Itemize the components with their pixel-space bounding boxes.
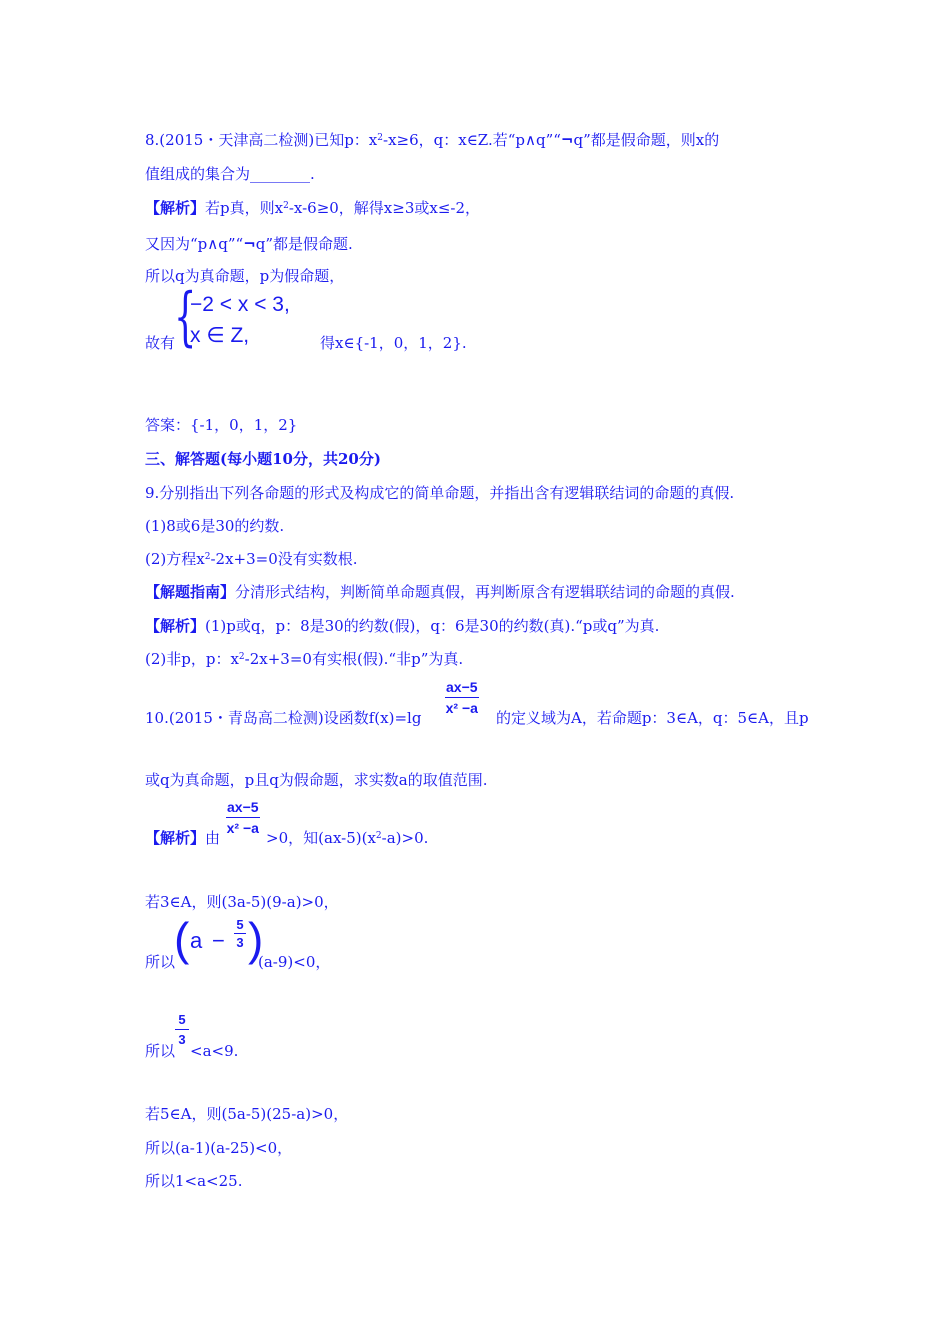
q8-line1 (145, 130, 719, 150)
section-title: 三、解答题(每小题10分，共20分) (145, 450, 381, 468)
left-paren: ( (174, 913, 190, 965)
superscript: 2 (283, 201, 289, 211)
q8-line1-part-b: -x≥6，q：x∈Z.若“p∧q”“ (383, 131, 561, 149)
minus-sign: − (212, 928, 225, 953)
q10-case3-line2-tail: (a-9)<0， (258, 953, 331, 971)
q8-solution-line2 (145, 234, 353, 254)
q10-case3-line1: 若3∈A，则(3a-5)(9-a)>0， (145, 893, 339, 911)
q10-sol-fraction (226, 799, 260, 836)
q10-case5-line2: 所以(a-1)(a-25)<0， (145, 1139, 293, 1157)
q10-sol-tail: >0，知(ax-5)(x (266, 829, 376, 847)
system-row-2: x ∈ Z, (190, 324, 250, 347)
superscript: 2 (204, 552, 211, 562)
q8-line1-part-a: 8.(2015・天津高二检测)已知p：x (145, 131, 378, 149)
q8-solution-line1 (145, 198, 480, 218)
q10-stem-line2: 或q为真命题，p且q为假命题，求实数a的取值范围. (145, 771, 488, 789)
q10-sol-tail2: -a)>0. (381, 829, 429, 847)
superscript: 2 (238, 652, 245, 662)
superscript: 2 (377, 133, 383, 143)
guide-text: 分清形式结构，判断简单命题真假，再判断原含有逻辑联结词的命题的真假. (235, 583, 735, 601)
q9-item1: (1)8或6是30的约数. (145, 517, 285, 535)
inequality-system (174, 280, 344, 354)
q9-solution-line1 (145, 616, 659, 636)
fraction-numerator: 5 (234, 917, 246, 934)
q10-stem-right: 的定义域为A，若命题p：3∈A，q：5∈A，且p (496, 709, 809, 727)
not-symbol: ¬ (243, 235, 256, 253)
paren-expression (174, 914, 264, 972)
q10-stem-left: 10.(2015・青岛高二检测)设函数f(x)=lg (145, 709, 422, 727)
superscript: 2 (375, 831, 382, 841)
fraction-numerator: 5 (175, 1012, 189, 1030)
q9-sol2-a: (2)非p，p：x (145, 650, 239, 668)
guide-label: 【解题指南】 (145, 583, 236, 601)
q8-system-prefix: 故有 (145, 334, 176, 352)
variable-a: a (190, 928, 203, 953)
system-row-1: −2 < x < 3, (190, 293, 290, 316)
q8-solution-line3: 所以q为真命题，p为假命题， (145, 267, 345, 285)
q8-system-result: 得x∈{-1，0，1，2}. (320, 334, 467, 352)
q8-sol1-b: -x-6≥0，解得x≥3或x≤-2， (288, 199, 481, 217)
q10-case5-line3: 所以1<a<25. (145, 1172, 243, 1190)
q8-sol2-a: 又因为“p∧q”“ (145, 235, 244, 253)
q10-case3-line2-prefix: 所以 (145, 953, 176, 971)
q9-sol1: (1)p或q，p：8是30的约数(假)，q：6是30的约数(真).“p或q”为真. (205, 617, 660, 635)
q8-line1-part-c: q”都是假命题，则x的 (573, 131, 720, 149)
q10-fraction (445, 679, 479, 716)
solution-label: 【解析】 (145, 199, 206, 217)
q9-stem: 9.分别指出下列各命题的形式及构成它的简单命题，并指出含有逻辑联结词的命题的真假. (145, 484, 735, 502)
solution-label: 【解析】 (145, 617, 206, 635)
q8-line2: 值组成的集合为________. (145, 165, 315, 183)
q10-case3-fraction (175, 1012, 189, 1047)
q9-item2-b: -2x+3=0没有实数根. (210, 550, 358, 568)
fraction-denominator: 3 (178, 1032, 186, 1047)
right-paren: ) (248, 913, 264, 965)
fraction-denominator: 3 (236, 935, 244, 950)
q9-item2-a: (2)方程x (145, 550, 205, 568)
fraction-denominator: x² −a (445, 700, 478, 716)
q10-solution-line1 (145, 828, 428, 848)
q10-case3-line3-prefix: 所以 (145, 1042, 176, 1060)
q8-sol2-b: q”都是假命题. (255, 235, 353, 253)
not-symbol: ¬ (560, 131, 574, 149)
q8-answer: 答案：{-1，0，1，2} (145, 416, 298, 434)
fraction-numerator: ax−5 (445, 679, 479, 698)
q10-case5-line1: 若5∈A，则(5a-5)(25-a)>0， (145, 1105, 349, 1123)
q9-sol2-b: -2x+3=0有实根(假).“非p”为真. (244, 650, 464, 668)
q10-case3-line3-tail: <a<9. (190, 1042, 239, 1060)
q9-item2 (145, 549, 358, 569)
fraction-denominator: x² −a (226, 820, 259, 836)
solution-label: 【解析】 (145, 829, 206, 847)
q9-solution-line2 (145, 649, 463, 669)
q10-sol-prefix: 由 (205, 829, 221, 847)
q8-sol1-a: 若p真，则x (205, 199, 284, 217)
paren-fraction (234, 917, 246, 950)
brace-symbol: { (174, 280, 197, 354)
q9-guide (145, 582, 735, 602)
fraction-numerator: ax−5 (226, 799, 260, 818)
